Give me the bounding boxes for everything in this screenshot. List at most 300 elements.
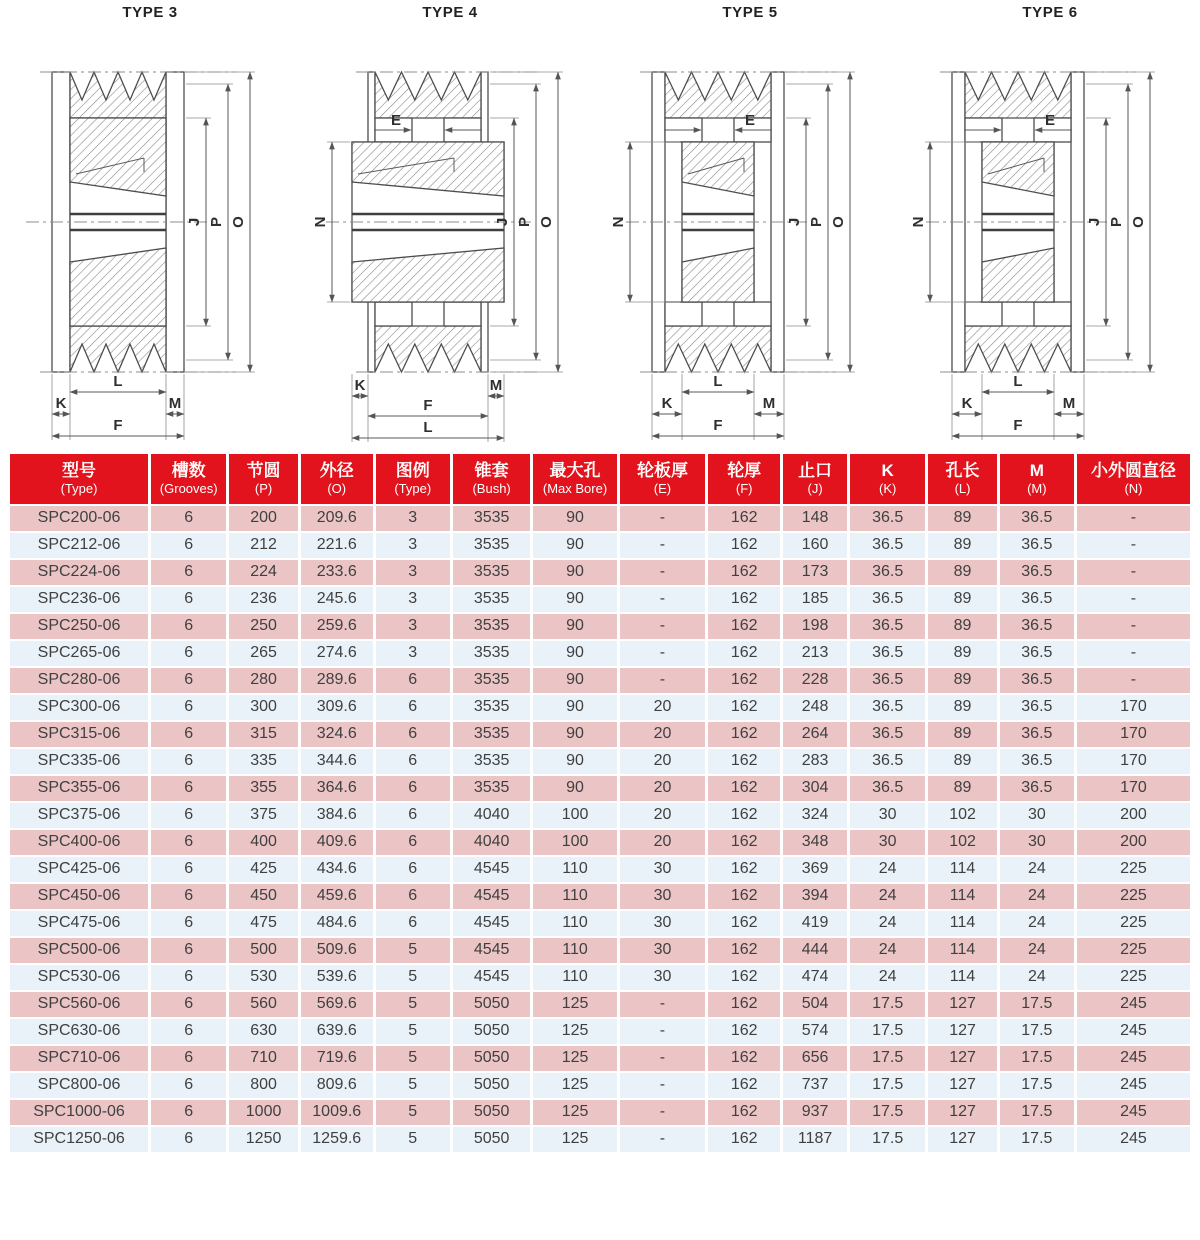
model-cell: SPC475-06 [10,911,148,936]
value-cell: 6 [376,884,450,909]
value-cell: 24 [850,965,925,990]
value-cell: 245 [1077,992,1190,1017]
value-cell: 1259.6 [301,1127,373,1152]
model-cell: SPC236-06 [10,587,148,612]
value-cell: 24 [850,938,925,963]
value-cell: 90 [533,749,616,774]
value-cell: 36.5 [1000,695,1074,720]
value-cell: 6 [151,1046,226,1071]
value-cell: 450 [229,884,297,909]
value-cell: 127 [928,1019,996,1044]
value-cell: 110 [533,884,616,909]
value-cell: 17.5 [1000,992,1074,1017]
value-cell: 24 [1000,965,1074,990]
value-cell: 20 [620,803,706,828]
value-cell: 639.6 [301,1019,373,1044]
column-header-zh: 槽数 [171,461,206,480]
value-cell: - [1077,614,1190,639]
column-header-13 [1077,454,1190,504]
value-cell: 36.5 [850,506,925,531]
table-row [10,614,1190,639]
column-header-zh: 轮板厚 [636,461,688,480]
value-cell: 5050 [453,1127,531,1152]
value-cell: 36.5 [850,695,925,720]
value-cell: - [620,1019,706,1044]
value-cell: 127 [928,992,996,1017]
dim-label-k: K [661,395,673,412]
dim-label-f: F [713,417,723,434]
column-header-en: (J) [807,481,823,497]
value-cell: 90 [533,614,616,639]
table-row [10,803,1190,828]
dim-label-o: O [538,216,555,228]
model-cell: SPC280-06 [10,668,148,693]
value-cell: 574 [783,1019,847,1044]
value-cell: 200 [1077,803,1190,828]
value-cell: 36.5 [850,560,925,585]
value-cell: 3 [376,506,450,531]
column-header-zh: 轮厚 [727,461,762,480]
value-cell: 5 [376,992,450,1017]
value-cell: 200 [1077,830,1190,855]
value-cell: 6 [151,749,226,774]
value-cell: 656 [783,1046,847,1071]
value-cell: 3535 [453,560,531,585]
dim-label-p: P [516,216,533,228]
value-cell: 409.6 [301,830,373,855]
column-header-3 [301,454,373,504]
value-cell: - [1077,668,1190,693]
value-cell: 348 [783,830,847,855]
dim-label-f: F [423,397,433,414]
value-cell: 90 [533,641,616,666]
value-cell: 36.5 [850,668,925,693]
value-cell: 162 [708,965,780,990]
value-cell: - [620,1127,706,1152]
value-cell: 539.6 [301,965,373,990]
value-cell: 162 [708,884,780,909]
dim-label-n: N [910,216,927,228]
value-cell: - [620,560,706,585]
value-cell: 89 [928,668,996,693]
value-cell: - [1077,587,1190,612]
value-cell: 4545 [453,884,531,909]
value-cell: 89 [928,587,996,612]
dim-label-l: L [113,373,123,390]
value-cell: 4545 [453,938,531,963]
value-cell: 209.6 [301,506,373,531]
figure-type-5 [600,4,900,452]
model-cell: SPC630-06 [10,1019,148,1044]
value-cell: 6 [376,776,450,801]
value-cell: 3535 [453,668,531,693]
value-cell: 127 [928,1046,996,1071]
dim-label-m: M [762,395,776,412]
value-cell: 504 [783,992,847,1017]
table-row [10,1019,1190,1044]
value-cell: 110 [533,911,616,936]
value-cell: 89 [928,614,996,639]
model-cell: SPC335-06 [10,749,148,774]
dim-label-o: O [230,216,247,228]
value-cell: 162 [708,668,780,693]
value-cell: 114 [928,857,996,882]
value-cell: 5050 [453,1019,531,1044]
value-cell: 6 [151,803,226,828]
value-cell: 24 [1000,884,1074,909]
table-row [10,1073,1190,1098]
value-cell: 162 [708,722,780,747]
value-cell: 162 [708,830,780,855]
value-cell: 737 [783,1073,847,1098]
value-cell: 4040 [453,830,531,855]
table-row [10,857,1190,882]
column-header-zh: 外径 [319,461,354,480]
value-cell: 6 [151,722,226,747]
column-header-en: (Type) [394,481,432,497]
column-header-zh: 止口 [798,461,833,480]
value-cell: 3 [376,560,450,585]
value-cell: 3 [376,533,450,558]
value-cell: 6 [151,992,226,1017]
column-header-4 [376,454,450,504]
value-cell: 6 [151,668,226,693]
value-cell: 162 [708,776,780,801]
value-cell: 1187 [783,1127,847,1152]
value-cell: 394 [783,884,847,909]
value-cell: 36.5 [1000,587,1074,612]
value-cell: 289.6 [301,668,373,693]
column-header-6 [533,454,616,504]
value-cell: 6 [151,1100,226,1125]
column-header-zh: 最大孔 [549,461,601,480]
value-cell: 90 [533,533,616,558]
pulley-spec-table [7,452,1193,1154]
table-row [10,1100,1190,1125]
column-header-10 [850,454,925,504]
value-cell: 6 [151,884,226,909]
value-cell: 20 [620,749,706,774]
value-cell: 185 [783,587,847,612]
value-cell: 274.6 [301,641,373,666]
value-cell: 89 [928,776,996,801]
value-cell: 6 [151,641,226,666]
value-cell: 125 [533,1046,616,1071]
value-cell: 89 [928,695,996,720]
value-cell: 125 [533,992,616,1017]
table-row [10,722,1190,747]
value-cell: 162 [708,911,780,936]
column-header-en: (K) [878,481,897,497]
value-cell: 6 [151,614,226,639]
value-cell: 162 [708,749,780,774]
dim-label-e: E [390,112,402,129]
value-cell: 384.6 [301,803,373,828]
model-cell: SPC400-06 [10,830,148,855]
value-cell: 719.6 [301,1046,373,1071]
value-cell: 6 [376,830,450,855]
value-cell: 90 [533,560,616,585]
value-cell: - [1077,506,1190,531]
value-cell: 200 [229,506,297,531]
table-row [10,830,1190,855]
value-cell: 6 [376,857,450,882]
column-header-0 [10,454,148,504]
value-cell: 24 [850,884,925,909]
value-cell: 162 [708,803,780,828]
value-cell: 90 [533,722,616,747]
value-cell: 20 [620,830,706,855]
value-cell: 224 [229,560,297,585]
value-cell: 17.5 [850,1046,925,1071]
value-cell: 1000 [229,1100,297,1125]
value-cell: 162 [708,560,780,585]
value-cell: 24 [1000,857,1074,882]
dim-label-j: J [786,217,803,227]
value-cell: 125 [533,1100,616,1125]
value-cell: 5 [376,1100,450,1125]
value-cell: 89 [928,749,996,774]
value-cell: 710 [229,1046,297,1071]
table-row [10,965,1190,990]
column-header-zh: 锥套 [474,461,509,480]
value-cell: 148 [783,506,847,531]
value-cell: 225 [1077,938,1190,963]
value-cell: 36.5 [1000,668,1074,693]
model-cell: SPC530-06 [10,965,148,990]
value-cell: 17.5 [850,992,925,1017]
value-cell: 6 [151,1019,226,1044]
value-cell: 30 [850,830,925,855]
model-cell: SPC560-06 [10,992,148,1017]
value-cell: 24 [1000,911,1074,936]
value-cell: 6 [151,965,226,990]
value-cell: - [1077,533,1190,558]
column-header-en: (Max Bore) [542,481,608,497]
value-cell: 309.6 [301,695,373,720]
value-cell: 170 [1077,695,1190,720]
column-header-7 [620,454,706,504]
value-cell: 17.5 [1000,1019,1074,1044]
value-cell: 100 [533,803,616,828]
pulley-drawing [600,22,900,448]
value-cell: 102 [928,830,996,855]
value-cell: 245 [1077,1073,1190,1098]
value-cell: 3535 [453,587,531,612]
value-cell: 4545 [453,965,531,990]
pulley-drawing [300,22,600,448]
value-cell: 264 [783,722,847,747]
value-cell: 90 [533,695,616,720]
value-cell: 114 [928,938,996,963]
value-cell: 30 [1000,830,1074,855]
value-cell: 6 [151,830,226,855]
value-cell: 89 [928,533,996,558]
value-cell: 6 [151,857,226,882]
model-cell: SPC212-06 [10,533,148,558]
value-cell: 114 [928,911,996,936]
dim-label-n: N [610,216,627,228]
value-cell: 89 [928,722,996,747]
value-cell: 20 [620,695,706,720]
dim-label-j: J [494,217,511,227]
value-cell: 6 [151,587,226,612]
model-cell: SPC800-06 [10,1073,148,1098]
figures-row [0,0,1200,452]
value-cell: 5 [376,965,450,990]
value-cell: 444 [783,938,847,963]
value-cell: 419 [783,911,847,936]
model-cell: SPC265-06 [10,641,148,666]
value-cell: 90 [533,587,616,612]
column-header-en: (M) [1027,481,1047,497]
value-cell: - [620,533,706,558]
value-cell: 245 [1077,1046,1190,1071]
value-cell: 5050 [453,1073,531,1098]
column-header-12 [1000,454,1074,504]
table-row [10,911,1190,936]
value-cell: 213 [783,641,847,666]
model-cell: SPC425-06 [10,857,148,882]
dim-label-e: E [744,112,756,129]
dim-label-m: M [168,395,182,412]
value-cell: 36.5 [850,614,925,639]
dim-label-j: J [1086,217,1103,227]
value-cell: 1009.6 [301,1100,373,1125]
value-cell: 114 [928,965,996,990]
model-cell: SPC450-06 [10,884,148,909]
value-cell: 162 [708,1019,780,1044]
value-cell: 245 [1077,1019,1190,1044]
figure-type-6 [900,4,1200,452]
value-cell: 6 [376,668,450,693]
value-cell: 198 [783,614,847,639]
dim-label-n: N [312,216,329,228]
value-cell: 162 [708,938,780,963]
dim-label-l: L [713,373,723,390]
value-cell: 5 [376,938,450,963]
value-cell: 4545 [453,911,531,936]
value-cell: 434.6 [301,857,373,882]
value-cell: 236 [229,587,297,612]
value-cell: 162 [708,641,780,666]
value-cell: - [620,1046,706,1071]
value-cell: 5 [376,1127,450,1152]
value-cell: 225 [1077,911,1190,936]
value-cell: 89 [928,506,996,531]
column-header-en: (F) [735,481,753,497]
value-cell: 459.6 [301,884,373,909]
value-cell: 17.5 [850,1100,925,1125]
table-row [10,533,1190,558]
value-cell: 162 [708,992,780,1017]
value-cell: - [620,587,706,612]
value-cell: 265 [229,641,297,666]
column-header-en: (N) [1124,481,1143,497]
table-row [10,506,1190,531]
value-cell: 162 [708,614,780,639]
value-cell: - [620,614,706,639]
column-header-1 [151,454,226,504]
value-cell: 110 [533,965,616,990]
value-cell: 100 [533,830,616,855]
value-cell: 5050 [453,1100,531,1125]
value-cell: 24 [1000,938,1074,963]
value-cell: 630 [229,1019,297,1044]
value-cell: 30 [620,857,706,882]
value-cell: 509.6 [301,938,373,963]
value-cell: 36.5 [850,749,925,774]
value-cell: 3 [376,641,450,666]
value-cell: 24 [850,857,925,882]
pulley-drawing [900,22,1200,448]
value-cell: 6 [151,560,226,585]
value-cell: 162 [708,533,780,558]
value-cell: 6 [151,695,226,720]
value-cell: 90 [533,668,616,693]
value-cell: 283 [783,749,847,774]
value-cell: 500 [229,938,297,963]
value-cell: 6 [151,911,226,936]
figure-title: TYPE 3 [122,4,178,21]
value-cell: 162 [708,506,780,531]
dim-label-j: J [186,217,203,227]
value-cell: 17.5 [1000,1127,1074,1152]
value-cell: 355 [229,776,297,801]
value-cell: 30 [620,911,706,936]
value-cell: 233.6 [301,560,373,585]
value-cell: 248 [783,695,847,720]
value-cell: 3535 [453,749,531,774]
value-cell: 90 [533,776,616,801]
column-header-zh: 节圆 [246,461,281,480]
value-cell: 162 [708,857,780,882]
column-header-5 [453,454,531,504]
model-cell: SPC500-06 [10,938,148,963]
dim-label-m: M [1062,395,1076,412]
value-cell: - [620,506,706,531]
value-cell: 30 [620,965,706,990]
value-cell: 369 [783,857,847,882]
value-cell: 17.5 [850,1019,925,1044]
column-header-zh: 型号 [62,461,97,480]
value-cell: 173 [783,560,847,585]
column-header-11 [928,454,996,504]
dim-label-f: F [1013,417,1023,434]
value-cell: 36.5 [1000,560,1074,585]
value-cell: 259.6 [301,614,373,639]
value-cell: 475 [229,911,297,936]
value-cell: 300 [229,695,297,720]
value-cell: 36.5 [850,641,925,666]
value-cell: 225 [1077,857,1190,882]
value-cell: 225 [1077,884,1190,909]
model-cell: SPC250-06 [10,614,148,639]
value-cell: 170 [1077,749,1190,774]
column-header-en: (Type) [60,481,98,497]
table-row [10,1046,1190,1071]
value-cell: 335 [229,749,297,774]
dim-label-o: O [1130,216,1147,228]
value-cell: 3535 [453,641,531,666]
value-cell: 36.5 [850,587,925,612]
dim-label-k: K [354,377,366,394]
value-cell: 162 [708,1046,780,1071]
value-cell: 6 [376,722,450,747]
value-cell: 6 [151,1127,226,1152]
value-cell: 162 [708,587,780,612]
value-cell: 36.5 [1000,641,1074,666]
